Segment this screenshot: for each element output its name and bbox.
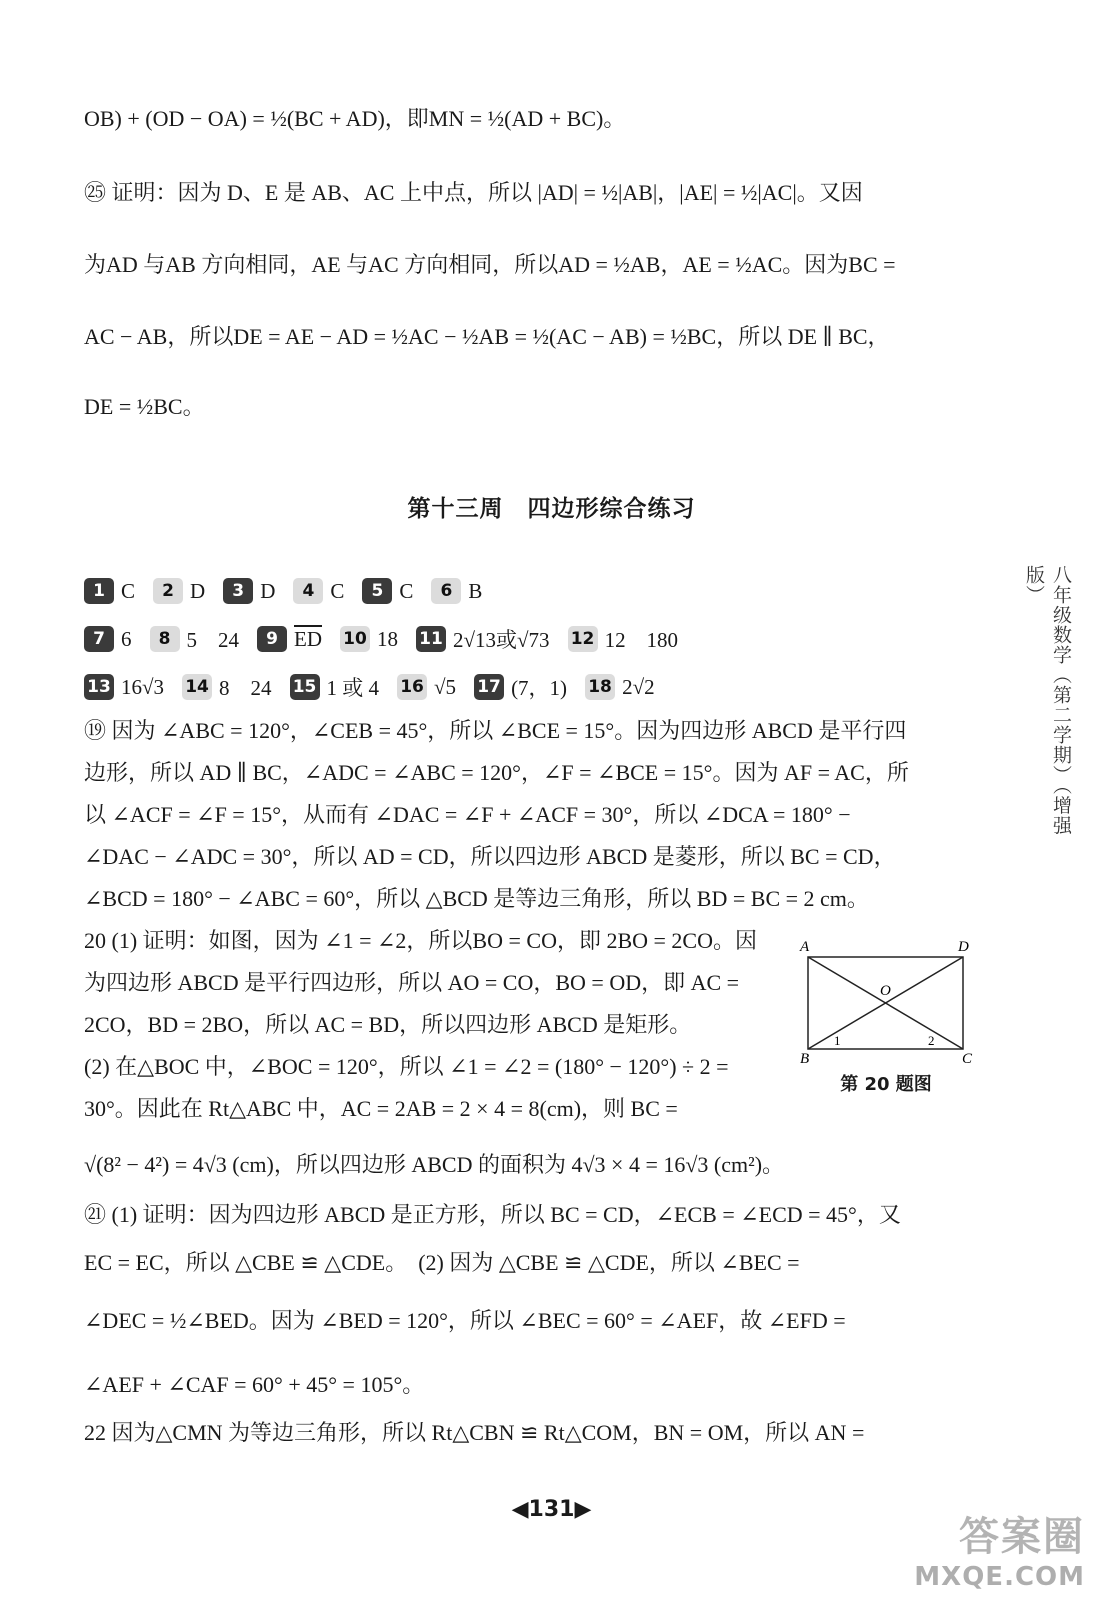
question-number-badge: 14 [182,674,212,700]
answer-value: D [190,578,206,603]
answer-item [290,672,380,702]
text-line: 22 因为△CMN 为等边三角形，所以 Rt△CBN ≌ Rt△COM，BN = OM，所以 AN = [84,1420,865,1445]
text-line: √(8² − 4²) = 4√3 (cm)，所以四边形 ABCD 的面积为 4√3 × 4 = 16√3 (cm²)。 [84,1152,785,1177]
answer-value: 18 [377,626,398,651]
answer-value: C [121,578,136,603]
figure-label-o: O [880,983,891,999]
watermark-url: MXQE.COM [914,1562,1085,1592]
answer-item [397,674,456,700]
answer-item [340,626,398,652]
text-line: ∠AEF + ∠CAF = 60° + 45° = 105°。 [84,1372,425,1397]
text-line: 为四边形 ABCD 是平行四边形，所以 AO = CO，BO = OD，即 AC = [84,970,740,995]
text-line: 20 (1) 证明：如图，因为 ∠1 = ∠2，所以BO = CO，即 2BO = 2CO。因 [84,928,757,953]
figure-angle-1: 1 [834,1033,841,1048]
text-line: 以 ∠ACF = ∠F = 15°，从而有 ∠DAC = ∠F + ∠ACF = 30°，所以 ∠DCA = 180° − [84,802,851,827]
question-number-badge: 8 [150,626,180,652]
text-line: 为AD 与AB 方向相同，AE 与AC 方向相同，所以AD = ½AB，AE = ½AC。因为BC = [84,252,896,277]
figure-label-d: D [958,939,969,955]
question-number-badge: 18 [585,674,615,700]
answer-item [153,578,205,604]
text-line: DE = ½BC。 [84,394,205,419]
answer-value: 2√13或√73 [453,628,550,652]
answer-item [84,674,164,700]
text-line: OB) + (OD − OA) = ½(BC + AD)，即MN = ½(AD + BC)。 [84,106,626,131]
answer-item [84,578,135,604]
question-number-badge: 13 [84,674,114,700]
text-line: ⑲ 因为 ∠ABC = 120°，∠CEB = 45°，所以 ∠BCE = 15°。因为四边形 ABCD 是平行四 [84,718,907,743]
answer-value: √5 [434,674,457,699]
watermark [914,1505,1085,1592]
answer-item [84,626,132,652]
answer-row-2 [84,622,784,656]
figure-label-b: B [800,1051,810,1067]
question-number-badge: 5 [362,578,392,604]
text-line: 边形，所以 AD ∥ BC，∠ADC = ∠ABC = 120°，∠F = ∠BCE = 15°。因为 AF = AC，所 [84,760,909,785]
answer-item [431,578,482,604]
question-number-badge: 12 [568,626,598,652]
question-number-badge: 4 [293,578,323,604]
question-number-badge: 3 [223,578,253,604]
figure-angle-2: 2 [928,1033,935,1048]
figure-caption: 第 20 题图 [840,1074,932,1095]
answer-item [474,672,567,702]
answer-value: 1 或 4 [326,676,380,700]
answer-value: 6 [121,626,132,651]
question-number-badge: 2 [153,578,183,604]
answer-row-1 [84,574,784,608]
answer-item [585,674,655,700]
watermark-logo-text: 答案圈 [959,1514,1085,1560]
figure-label-a: A [800,939,810,955]
answer-value: 5 24 [186,628,239,652]
answer-item [223,578,275,604]
answer-item [182,672,272,702]
section-title: 第十三周 四边形综合练习 [407,496,696,522]
text-line: ㉑ (1) 证明：因为四边形 ABCD 是正方形，所以 BC = CD，∠ECB = ∠ECD = 45°，又 [84,1202,901,1227]
answer-value: 12 180 [604,628,679,652]
answer-row-3 [84,670,784,704]
answer-value: 2√2 [622,674,655,699]
answer-value: 8 24 [219,676,272,700]
question-number-badge: 6 [431,578,461,604]
question-number-badge: 7 [84,626,114,652]
page-number: ◀131▶ [511,1497,592,1522]
figure-label-c: C [962,1051,973,1067]
question-number-badge: 16 [397,674,427,700]
answer-item [362,578,413,604]
answer-item [416,624,550,654]
answer-item [568,624,679,654]
question-number-badge: 1 [84,578,114,604]
question-number-badge: 11 [416,626,446,652]
answer-value: $\overline{ED}$ [294,626,322,651]
text-line: ∠DAC − ∠ADC = 30°，所以 AD = CD，所以四边形 ABCD 是菱形，所以 BC = CD， [84,844,896,869]
text-line: ∠BCD = 180° − ∠ABC = 60°，所以 △BCD 是等边三角形，所以 BD = BC = 2 cm。 [84,886,869,911]
question-number-badge: 9 [257,626,287,652]
text-line: ㉕ 证明：因为 D、E 是 AB、AC 上中点，所以 |AD| = ½|AB|，|AE| = ½|AC|。又因 [84,180,863,205]
text-line: (2) 在△BOC 中，∠BOC = 120°，所以 ∠1 = ∠2 = (180° − 120°) ÷ 2 = [84,1054,729,1079]
question-number-badge: 15 [290,674,320,700]
answer-value: 16√3 [121,674,165,699]
text-line: AC − AB，所以DE = AE − AD = ½AC − ½AB = ½(AC − AB) = ½BC，所以 DE ∥ BC， [84,324,890,349]
answer-item [150,624,240,654]
text-line: ∠DEC = ½∠BED。因为 ∠BED = 120°，所以 ∠BEC = 60° = ∠AEF，故 ∠EFD = [84,1308,846,1333]
answer-value: D [260,578,276,603]
question-number-badge: 17 [474,674,504,700]
answer-item [257,626,322,652]
book-title-side: 八年级数学（第二学期）（增强版） [1023,565,1072,836]
answer-value: C [399,578,414,603]
text-line: EC = EC，所以 △CBE ≌ △CDE。 (2) 因为 △CBE ≌ △CDE，所以 ∠BEC = [84,1250,800,1275]
answer-value: C [330,578,345,603]
answer-value: B [468,578,483,603]
question-number-badge: 10 [340,626,370,652]
text-line: 30°。因此在 Rt△ABC 中，AC = 2AB = 2 × 4 = 8(cm)，则 BC = [84,1096,678,1121]
answer-value: (7，1) [511,676,568,700]
text-line: 2CO，BD = 2BO，所以 AC = BD，所以四边形 ABCD 是矩形。 [84,1012,692,1037]
answer-item [293,578,344,604]
